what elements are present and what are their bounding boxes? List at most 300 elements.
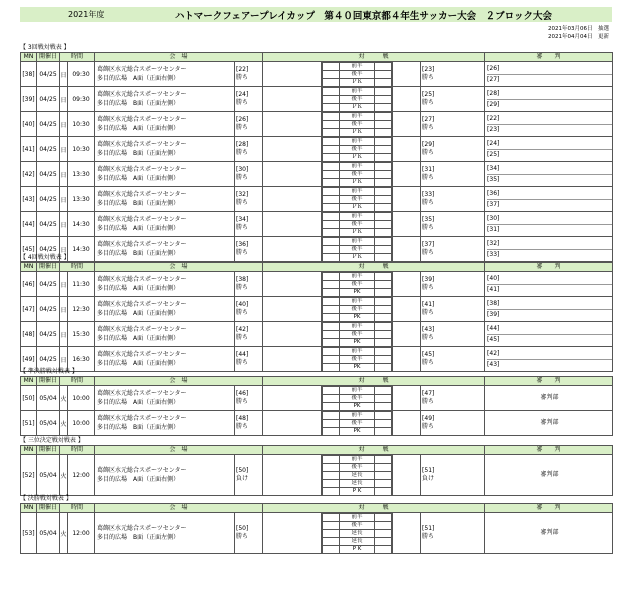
away-team: [421, 455, 485, 496]
match-venue: [95, 162, 235, 187]
period-row: [323, 428, 392, 436]
draw-date: 2021年03月06日 抽選: [548, 26, 609, 32]
header-time: 時間: [60, 377, 95, 386]
period-row: [323, 314, 392, 322]
period-row: [323, 387, 392, 395]
venue-field: 多目的広場 B面（正面左側）: [97, 534, 180, 541]
match-time: 10:00: [68, 386, 95, 411]
header-row: [21, 263, 613, 272]
period-score-right: [375, 428, 392, 436]
period-label: 前半: [340, 138, 375, 146]
away-team: [421, 137, 485, 162]
away-team-slot: [23]: [422, 66, 435, 73]
period-row: [323, 306, 392, 314]
match-day: 日: [60, 237, 68, 262]
period-row: [323, 171, 392, 179]
home-team: [235, 212, 263, 237]
away-score: [393, 112, 421, 137]
period-label: 後半: [340, 221, 375, 229]
period-score-left: [323, 171, 340, 179]
period-table: [322, 272, 392, 296]
away-team-condition: 勝ち: [422, 423, 435, 430]
venue-facility: 葛飾区水元総合スポーツセンター: [97, 415, 187, 422]
period-score-right: [375, 204, 392, 212]
header-time: 時間: [60, 504, 95, 513]
away-team-condition: 勝ち: [422, 99, 435, 106]
header-match: 対 戦: [263, 377, 485, 386]
match-date: 04/25: [37, 297, 60, 322]
period-row: [323, 514, 392, 522]
period-row: [323, 79, 392, 87]
period-table: [322, 386, 392, 410]
period-score-left: [323, 403, 340, 411]
home-team: [235, 187, 263, 212]
home-team-condition: 勝ち: [236, 124, 249, 131]
home-team-slot: [44]: [236, 351, 249, 358]
period-row: [323, 281, 392, 289]
venue-field: 多目的広場 A面（正面右側）: [97, 310, 180, 317]
score-periods: [322, 411, 393, 436]
away-score: [393, 272, 421, 297]
away-team: [421, 87, 485, 112]
period-label: 前半: [340, 88, 375, 96]
period-label: 後半: [340, 306, 375, 314]
period-row: [323, 129, 392, 137]
period-score-left: [323, 154, 340, 162]
away-team: [421, 212, 485, 237]
header-date: 開催日: [37, 504, 60, 513]
period-row: [323, 188, 392, 196]
period-row: [323, 522, 392, 530]
period-row: [323, 146, 392, 154]
match-table: [20, 262, 613, 372]
match-number: [46]: [21, 272, 37, 297]
period-score-left: [323, 420, 340, 428]
away-team-condition: 勝ち: [422, 74, 435, 81]
score-periods: [322, 112, 393, 137]
referee-assignment: 審判部: [540, 471, 559, 478]
period-score-left: [323, 339, 340, 347]
fiscal-year: 2021年度: [68, 10, 105, 19]
match-venue: [95, 297, 235, 322]
home-team-slot: [30]: [236, 166, 249, 173]
header-mn: MN: [21, 377, 37, 386]
home-team: [235, 322, 263, 347]
home-team-condition: 勝ち: [236, 199, 249, 206]
period-label: PK: [340, 314, 375, 322]
home-team-condition: 勝ち: [236, 74, 249, 81]
period-label: ＰＫ: [340, 204, 375, 212]
period-score-right: [375, 464, 392, 472]
match-time: 09:30: [68, 87, 95, 112]
home-team-condition: 勝ち: [236, 284, 249, 291]
header-match: 対 戦: [263, 53, 485, 62]
header-ref: 審 判: [485, 446, 613, 455]
away-score: [393, 513, 421, 554]
header-match: 対 戦: [263, 446, 485, 455]
match-date: 05/04: [37, 513, 60, 554]
period-score-right: [375, 63, 392, 71]
match-table: [20, 503, 613, 554]
section-3: [20, 436, 612, 496]
period-row: [323, 154, 392, 162]
referee: [485, 212, 613, 237]
section-1: [20, 253, 612, 372]
match-day: 火: [60, 455, 68, 496]
venue-field: 多目的広場 A面（正面右側）: [97, 476, 180, 483]
referee-team: [34]: [487, 164, 612, 175]
period-score-left: [323, 472, 340, 480]
match-time: 14:30: [68, 212, 95, 237]
away-team-slot: [49]: [422, 415, 435, 422]
home-team-condition: 勝ち: [236, 174, 249, 181]
period-score-right: [375, 395, 392, 403]
referee: [485, 112, 613, 137]
venue-field: 多目的広場 B面（正面左側）: [97, 250, 180, 257]
period-score-right: [375, 298, 392, 306]
score-periods: [322, 212, 393, 237]
referee-team: [40]: [487, 274, 612, 285]
referee-team: [28]: [487, 89, 612, 100]
period-row: [323, 546, 392, 554]
away-team: [421, 112, 485, 137]
away-team-condition: 勝ち: [422, 124, 435, 131]
home-team-slot: [32]: [236, 191, 249, 198]
period-score-right: [375, 480, 392, 488]
away-team: [421, 162, 485, 187]
referee: [485, 137, 613, 162]
period-row: [323, 395, 392, 403]
period-score-right: [375, 387, 392, 395]
home-team-slot: [50]: [236, 525, 249, 532]
match-date: 05/04: [37, 386, 60, 411]
match-time: 12:30: [68, 297, 95, 322]
period-label: 前半: [340, 113, 375, 121]
home-team: [235, 137, 263, 162]
match-day: 火: [60, 513, 68, 554]
home-score: [263, 411, 322, 436]
match-time: 11:30: [68, 272, 95, 297]
match-venue: [95, 62, 235, 87]
section-4: [20, 494, 612, 554]
header-row: [21, 446, 613, 455]
match-time: 12:00: [68, 455, 95, 496]
match-number: [39]: [21, 87, 37, 112]
home-score: [263, 297, 322, 322]
home-score: [263, 212, 322, 237]
referee-team: [26]: [487, 64, 612, 75]
period-row: [323, 88, 392, 96]
match-venue: [95, 386, 235, 411]
period-score-right: [375, 546, 392, 554]
match-number: [50]: [21, 386, 37, 411]
referee-team: [33]: [487, 250, 500, 258]
period-score-left: [323, 348, 340, 356]
home-team: [235, 455, 263, 496]
venue-facility: 葛飾区水元総合スポーツセンター: [97, 467, 187, 474]
away-score: [393, 455, 421, 496]
home-team-condition: 負け: [236, 475, 249, 482]
venue-facility: 葛飾区水元総合スポーツセンター: [97, 525, 187, 532]
away-score: [393, 212, 421, 237]
period-score-right: [375, 522, 392, 530]
away-team: [421, 62, 485, 87]
period-table: [322, 187, 392, 211]
away-team-slot: [27]: [422, 116, 435, 123]
period-table: [322, 297, 392, 321]
period-score-left: [323, 138, 340, 146]
away-score: [393, 62, 421, 87]
home-team-slot: [24]: [236, 91, 249, 98]
score-periods: [322, 87, 393, 112]
period-label: 前半: [340, 387, 375, 395]
venue-field: 多目的広場 A面（正面右側）: [97, 285, 180, 292]
period-label: 延長: [340, 538, 375, 546]
away-score: [393, 386, 421, 411]
home-score: [263, 187, 322, 212]
away-score: [393, 162, 421, 187]
period-label: 前半: [340, 298, 375, 306]
home-team: [235, 272, 263, 297]
period-label: 延長: [340, 530, 375, 538]
period-row: [323, 412, 392, 420]
home-team-slot: [28]: [236, 141, 249, 148]
period-row: [323, 204, 392, 212]
score-periods: [322, 455, 393, 496]
venue-facility: 葛飾区水元総合スポーツセンター: [97, 326, 187, 333]
home-team: [235, 87, 263, 112]
match-day: 日: [60, 212, 68, 237]
referee: [485, 62, 613, 87]
match-table: [20, 376, 613, 436]
away-team-condition: 勝ち: [422, 284, 435, 291]
referee-team: [27]: [487, 75, 500, 83]
match-time: 13:30: [68, 187, 95, 212]
away-team-slot: [35]: [422, 216, 435, 223]
period-score-left: [323, 113, 340, 121]
period-label: 後半: [340, 246, 375, 254]
period-score-right: [375, 213, 392, 221]
period-score-left: [323, 289, 340, 297]
away-team: [421, 411, 485, 436]
header-mn: MN: [21, 504, 37, 513]
period-score-left: [323, 514, 340, 522]
match-number: [49]: [21, 347, 37, 372]
period-score-right: [375, 146, 392, 154]
match-time: 10:00: [68, 411, 95, 436]
match-row: [21, 297, 613, 322]
period-table: [322, 411, 392, 435]
period-table: [322, 322, 392, 346]
match-day: 日: [60, 62, 68, 87]
period-row: [323, 96, 392, 104]
match-row: [21, 112, 613, 137]
period-label: 後半: [340, 96, 375, 104]
page-title: ハトマークフェアープレイカップ 第４０回東京都４年生サッカー大会 ２ブロック大会: [175, 11, 552, 22]
away-score: [393, 411, 421, 436]
period-score-left: [323, 121, 340, 129]
period-table: [322, 87, 392, 111]
header-date: 開催日: [37, 446, 60, 455]
period-label: 前半: [340, 63, 375, 71]
referee-team: [25]: [487, 150, 500, 158]
period-row: [323, 456, 392, 464]
match-number: [40]: [21, 112, 37, 137]
period-score-right: [375, 412, 392, 420]
referee-team: [31]: [487, 225, 500, 233]
referee-assignment: 審判部: [540, 529, 559, 536]
period-label: 前半: [340, 273, 375, 281]
home-team-slot: [38]: [236, 276, 249, 283]
period-score-left: [323, 204, 340, 212]
home-team-slot: [50]: [236, 467, 249, 474]
referee-team: [41]: [487, 285, 500, 293]
home-team-condition: 勝ち: [236, 149, 249, 156]
away-team: [421, 272, 485, 297]
score-periods: [322, 297, 393, 322]
period-score-right: [375, 420, 392, 428]
match-venue: [95, 137, 235, 162]
period-score-left: [323, 71, 340, 79]
period-label: 延長: [340, 480, 375, 488]
match-day: 火: [60, 411, 68, 436]
away-team-slot: [37]: [422, 241, 435, 248]
period-score-right: [375, 348, 392, 356]
period-row: [323, 104, 392, 112]
period-label: PK: [340, 428, 375, 436]
match-number: [47]: [21, 297, 37, 322]
venue-facility: 葛飾区水元総合スポーツセンター: [97, 66, 187, 73]
period-score-right: [375, 456, 392, 464]
period-score-left: [323, 456, 340, 464]
period-row: [323, 71, 392, 79]
home-team-condition: 勝ち: [236, 224, 249, 231]
match-number: [53]: [21, 513, 37, 554]
match-row: [21, 272, 613, 297]
period-label: ＰＫ: [340, 254, 375, 262]
home-score: [263, 137, 322, 162]
match-time: 14:30: [68, 237, 95, 262]
match-row: [21, 411, 613, 436]
home-team-condition: 勝ち: [236, 533, 249, 540]
period-score-right: [375, 339, 392, 347]
match-number: [43]: [21, 187, 37, 212]
referee-team: [32]: [487, 239, 612, 250]
period-table: [322, 212, 392, 236]
match-day: 日: [60, 137, 68, 162]
period-score-right: [375, 196, 392, 204]
period-score-left: [323, 395, 340, 403]
home-team: [235, 411, 263, 436]
match-time: 13:30: [68, 162, 95, 187]
venue-facility: 葛飾区水元総合スポーツセンター: [97, 91, 187, 98]
period-label: 前半: [340, 514, 375, 522]
period-row: [323, 348, 392, 356]
match-row: [21, 87, 613, 112]
referee-team: [43]: [487, 360, 500, 368]
period-score-right: [375, 79, 392, 87]
home-team-slot: [22]: [236, 66, 249, 73]
match-date: 04/25: [37, 62, 60, 87]
match-number: [38]: [21, 62, 37, 87]
match-row: [21, 386, 613, 411]
match-row: [21, 62, 613, 87]
period-label: PK: [340, 364, 375, 372]
date-info: [548, 25, 609, 41]
referee: [485, 297, 613, 322]
match-time: 12:00: [68, 513, 95, 554]
period-table: [322, 162, 392, 186]
referee: [485, 162, 613, 187]
header-date: 開催日: [37, 263, 60, 272]
referee-assignment: 審判部: [540, 419, 559, 426]
home-team-slot: [46]: [236, 390, 249, 397]
period-label: ＰＫ: [340, 229, 375, 237]
period-score-right: [375, 171, 392, 179]
period-table: [322, 137, 392, 161]
header-ref: 審 判: [485, 377, 613, 386]
section-title: 【 準決勝戦対戦表 】: [20, 368, 78, 375]
match-row: [21, 187, 613, 212]
section-title: 【 3回戦対戦表 】: [20, 44, 70, 51]
period-row: [323, 472, 392, 480]
away-team-slot: [39]: [422, 276, 435, 283]
score-periods: [322, 272, 393, 297]
period-score-right: [375, 163, 392, 171]
venue-facility: 葛飾区水元総合スポーツセンター: [97, 191, 187, 198]
match-date: 04/25: [37, 272, 60, 297]
home-team-condition: 勝ち: [236, 423, 249, 430]
away-team: [421, 187, 485, 212]
venue-facility: 葛飾区水元総合スポーツセンター: [97, 276, 187, 283]
home-team-condition: 勝ち: [236, 334, 249, 341]
period-label: ＰＫ: [340, 104, 375, 112]
period-row: [323, 138, 392, 146]
match-day: 日: [60, 272, 68, 297]
header-venue: 会 場: [95, 504, 263, 513]
away-team-condition: 負け: [422, 475, 435, 482]
home-score: [263, 272, 322, 297]
title-bar: [20, 7, 612, 22]
period-label: 前半: [340, 238, 375, 246]
period-score-left: [323, 238, 340, 246]
away-team-slot: [47]: [422, 390, 435, 397]
referee-team: [42]: [487, 349, 612, 360]
venue-facility: 葛飾区水元総合スポーツセンター: [97, 351, 187, 358]
period-score-left: [323, 546, 340, 554]
home-score: [263, 513, 322, 554]
period-table: [322, 513, 392, 553]
period-score-right: [375, 221, 392, 229]
match-row: [21, 322, 613, 347]
period-score-left: [323, 229, 340, 237]
home-team-slot: [40]: [236, 301, 249, 308]
header-venue: 会 場: [95, 377, 263, 386]
section-title: 【 決勝戦対戦表 】: [20, 495, 72, 502]
period-label: P K: [340, 546, 375, 554]
period-label: 前半: [340, 348, 375, 356]
period-score-left: [323, 104, 340, 112]
referee-team: [45]: [487, 335, 500, 343]
venue-field: 多目的広場 A面（正面右側）: [97, 75, 180, 82]
period-score-right: [375, 403, 392, 411]
match-time: 16:30: [68, 347, 95, 372]
match-number: [51]: [21, 411, 37, 436]
referee: [485, 322, 613, 347]
home-team-condition: 勝ち: [236, 359, 249, 366]
referee-team: [39]: [487, 310, 500, 318]
period-label: 後半: [340, 121, 375, 129]
